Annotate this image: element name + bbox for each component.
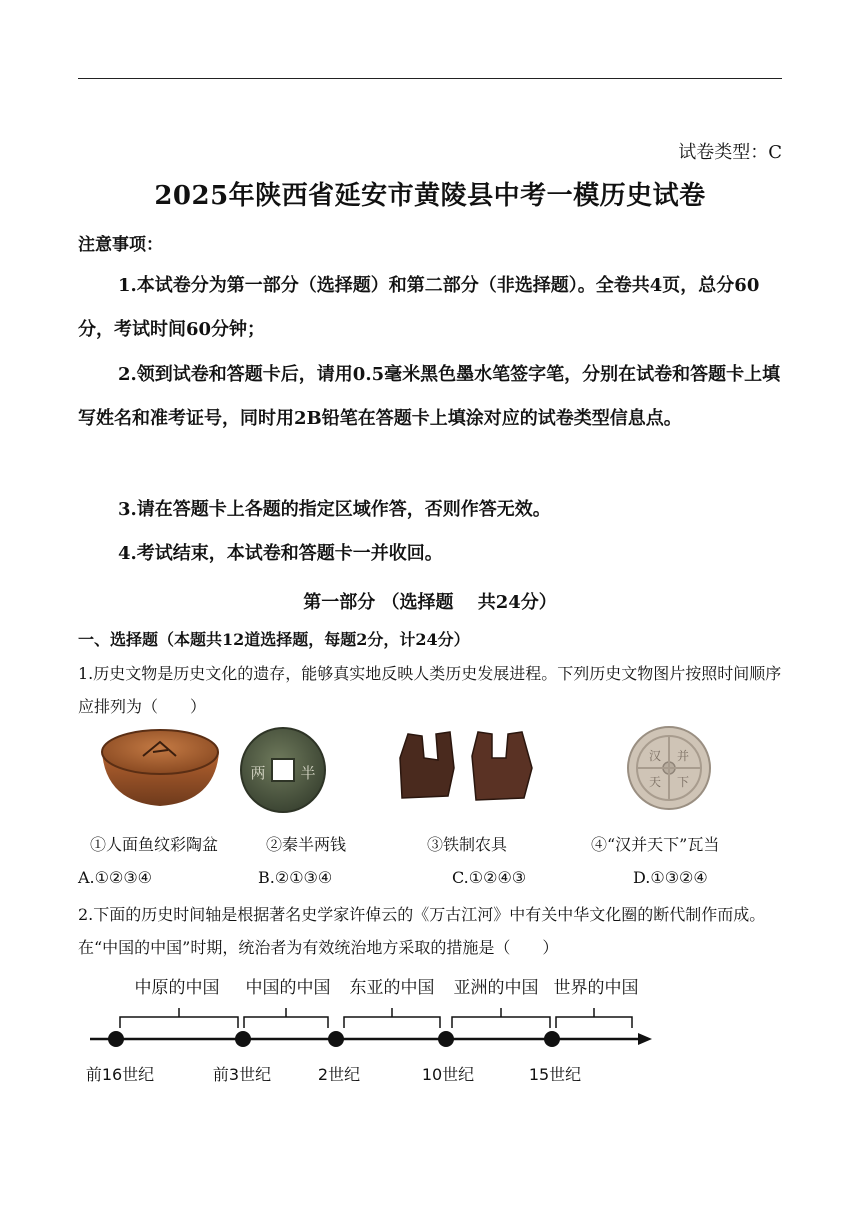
page-title: 2025年陕西省延安市黄陵县中考一模历史试卷: [154, 181, 706, 211]
part-heading: 第一部分 （选择题 共24分）: [303, 592, 557, 613]
question-1-stem: 1.历史文物是历史文化的遗存，能够真实地反映人类历史发展进程。下列历史文物图片按照时间顺序应排列为（ ）: [78, 664, 782, 716]
artifact-caption-2: ②秦半两钱: [266, 835, 347, 854]
section-heading: 一、选择题（本题共12道选择题，每题2分，计24分）: [78, 630, 470, 649]
history-timeline: [76, 966, 666, 1094]
notice-heading: 注意事项：: [78, 235, 163, 255]
artifact-caption-4: ④“汉并天下”瓦当: [591, 835, 720, 854]
banliang-coin-image: [238, 724, 328, 816]
period-label-5: 世界的中国: [553, 978, 639, 998]
tick-label-3: 2世纪: [317, 1065, 361, 1084]
pottery-basin-image: [98, 722, 223, 812]
notice-item-1: 1.本试卷分为第一部分（选择题）和第二部分（非选择题）。全卷共4页，总分60分，考试时间60分钟；: [78, 275, 760, 340]
coin-char-liang: 两: [250, 764, 266, 782]
period-label-1: 中原的中国: [134, 978, 220, 998]
tick-label-5: 15世纪: [528, 1065, 582, 1084]
q1-option-b: B.②①③④: [258, 868, 333, 887]
tick-label-2: 前3世纪: [212, 1065, 272, 1084]
period-label-4: 亚洲的中国: [453, 978, 539, 998]
notice-item-3: 3.请在答题卡上各题的指定区域作答，否则作答无效。: [118, 499, 551, 520]
tile-char-xia: 下: [676, 775, 690, 789]
period-label-3: 东亚的中国: [349, 978, 435, 998]
period-label-2: 中国的中国: [245, 978, 331, 998]
tile-char-han: 汉: [648, 749, 662, 763]
artifact-caption-1: ①人面鱼纹彩陶盆: [90, 835, 219, 854]
timeline-point-5: [544, 1031, 560, 1047]
timeline-point-2: [235, 1031, 251, 1047]
artifact-caption-3: ③铁制农具: [427, 835, 508, 854]
iron-tools-image: [392, 728, 542, 806]
tick-label-1: 前16世纪: [85, 1065, 155, 1084]
q1-option-d: D.①③②④: [633, 868, 708, 887]
question-2-stem: 2.下面的历史时间轴是根据著名史学家许倬云的《万古江河》中有关中华文化圈的断代制作而成。在“中国的中国”时期，统治者为有效统治地方采取的措施是（ ）: [78, 905, 766, 957]
paper-type: 试卷类型：C: [678, 142, 782, 163]
roof-tile-image: [624, 724, 714, 812]
timeline-point-1: [108, 1031, 124, 1047]
q1-option-c: C.①②④③: [452, 868, 527, 887]
coin-char-ban: 半: [300, 764, 316, 782]
tile-char-tian: 天: [648, 775, 662, 789]
header-rule: [78, 78, 782, 79]
timeline-point-4: [438, 1031, 454, 1047]
timeline-point-3: [328, 1031, 344, 1047]
tick-label-4: 10世纪: [421, 1065, 475, 1084]
tile-char-bing: 并: [676, 749, 690, 763]
notice-item-4: 4.考试结束，本试卷和答题卡一并收回。: [118, 543, 443, 564]
q1-option-a: A.①②③④: [78, 868, 153, 887]
notice-item-2: 2.领到试卷和答题卡后，请用0.5毫米黑色墨水笔签字笔，分别在试卷和答题卡上填写姓名和准考证号，同时用2B铅笔在答题卡上填涂对应的试卷类型信息点。: [78, 364, 781, 429]
